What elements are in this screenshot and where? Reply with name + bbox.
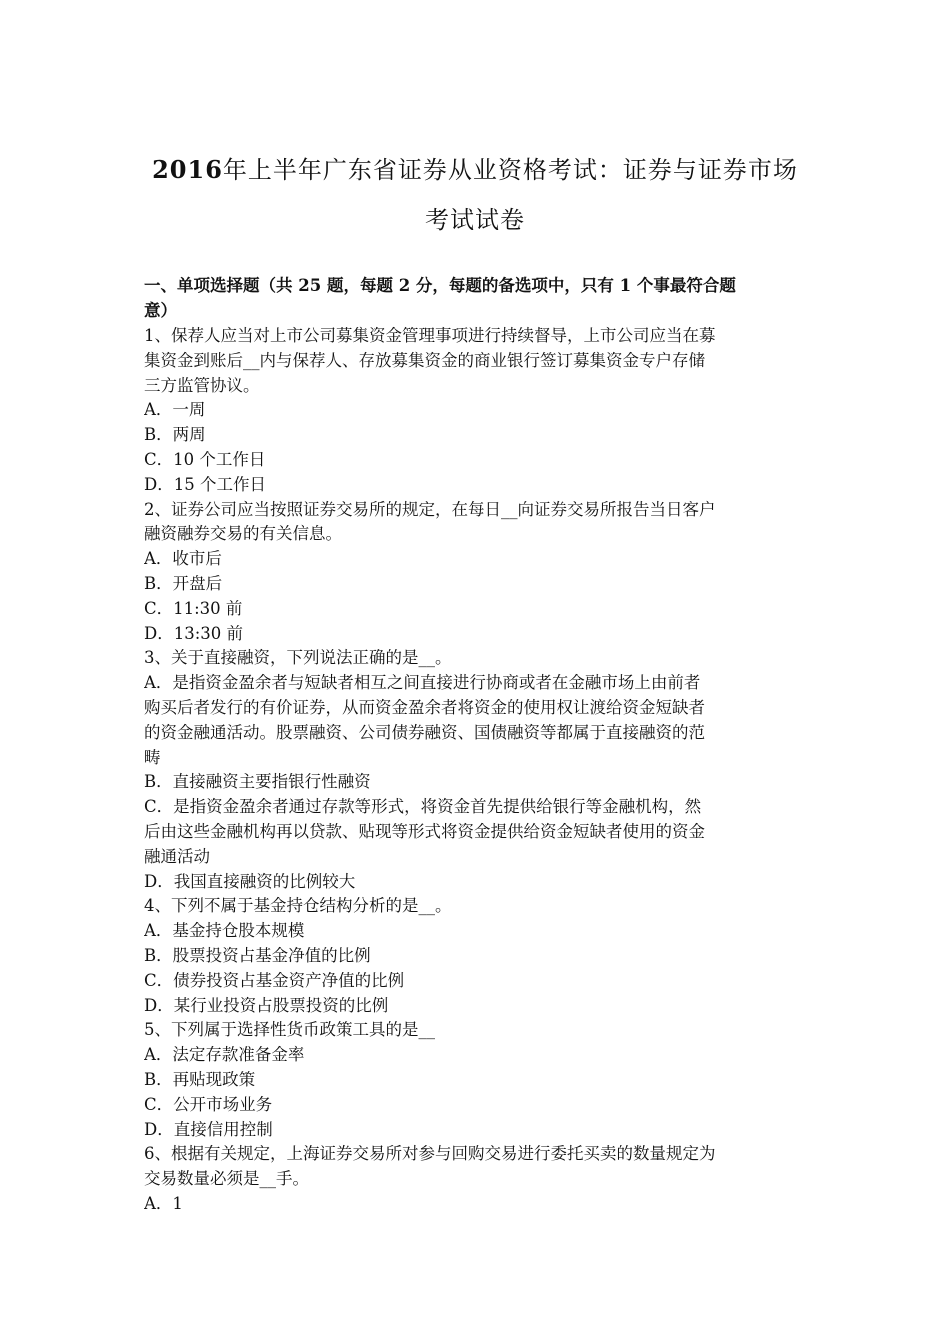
text-line: B．股票投资占基金净值的比例: [144, 945, 371, 965]
questions-body: [144, 324, 810, 1217]
text-line: D．直接信用控制: [144, 1119, 273, 1139]
text-line: 购买后者发行的有价证券，从而资金盈余者将资金的使用权让渡给资金短缺者: [144, 697, 705, 717]
text-line: D．15 个工作日: [144, 474, 266, 494]
text-line: C．公开市场业务: [144, 1094, 273, 1114]
text-line: B．开盘后: [144, 573, 223, 593]
text-line: 融通活动: [144, 846, 210, 866]
text-line: 畴: [144, 747, 161, 767]
title-year: 2016: [152, 155, 223, 184]
text-line: A．法定存款准备金率: [144, 1045, 305, 1065]
text-line: D．我国直接融资的比例较大: [144, 871, 356, 891]
text-line: A．基金持仓股本规模: [144, 921, 305, 941]
text-line: 的资金融通活动。股票融资、公司债券融资、国债融资等都属于直接融资的范: [144, 722, 705, 742]
text-line: 融资融券交易的有关信息。: [144, 524, 342, 544]
text-line: B．再贴现政策: [144, 1069, 256, 1089]
title-text: 年上半年广东省证券从业资格考试：证券与证券市场: [222, 156, 798, 184]
text-line: A．1: [144, 1193, 183, 1213]
section-heading-line-1: 一、单项选择题（共 25 题，每题 2 分，每题的备选项中，只有 1 个事最符合题: [144, 276, 736, 295]
text-line: A．一周: [144, 400, 206, 420]
text-line: C．11:30 前: [144, 598, 243, 618]
text-line: 后由这些金融机构再以贷款、贴现等形式将资金提供给资金短缺者使用的资金: [144, 821, 705, 841]
text-line: B．直接融资主要指银行性融资: [144, 772, 371, 792]
text-line: A．是指资金盈余者与短缺者相互之间直接进行协商或者在金融市场上由前者: [144, 673, 701, 693]
text-line: 交易数量必须是__手。: [144, 1169, 309, 1189]
text-line: 1、保荐人应当对上市公司募集资金管理事项进行持续督导，上市公司应当在募: [144, 326, 716, 345]
text-line: 三方监管协议。: [144, 375, 260, 395]
text-line: B．两周: [144, 425, 206, 445]
text-line: C．是指资金盈余者通过存款等形式，将资金首先提供给银行等金融机构，然: [144, 797, 702, 817]
text-line: 3、关于直接融资，下列说法正确的是__。: [144, 648, 452, 668]
section-heading: [144, 274, 814, 324]
text-line: A．收市后: [144, 549, 222, 569]
text-line: D．某行业投资占股票投资的比例: [144, 995, 389, 1015]
text-line: 4、下列不属于基金持仓结构分析的是__。: [144, 896, 452, 916]
text-line: 2、证券公司应当按照证券交易所的规定，在每日__向证券交易所报告当日客户: [144, 499, 716, 519]
text-line: D．13:30 前: [144, 623, 244, 643]
section-heading-line-2: 意）: [144, 300, 177, 320]
text-line: 6、根据有关规定，上海证券交易所对参与回购交易进行委托买卖的数量规定为: [144, 1144, 716, 1164]
text-line: 集资金到账后__内与保荐人、存放募集资金的商业银行签订募集资金专户存储: [144, 350, 705, 370]
text-line: 5、下列属于选择性货币政策工具的是__: [144, 1020, 435, 1040]
text-line: C．债券投资占基金资产净值的比例: [144, 970, 405, 990]
text-line: C．10 个工作日: [144, 449, 266, 469]
document-title-line-1: [140, 150, 810, 185]
document-title-line-2: 考试试卷: [425, 206, 525, 234]
